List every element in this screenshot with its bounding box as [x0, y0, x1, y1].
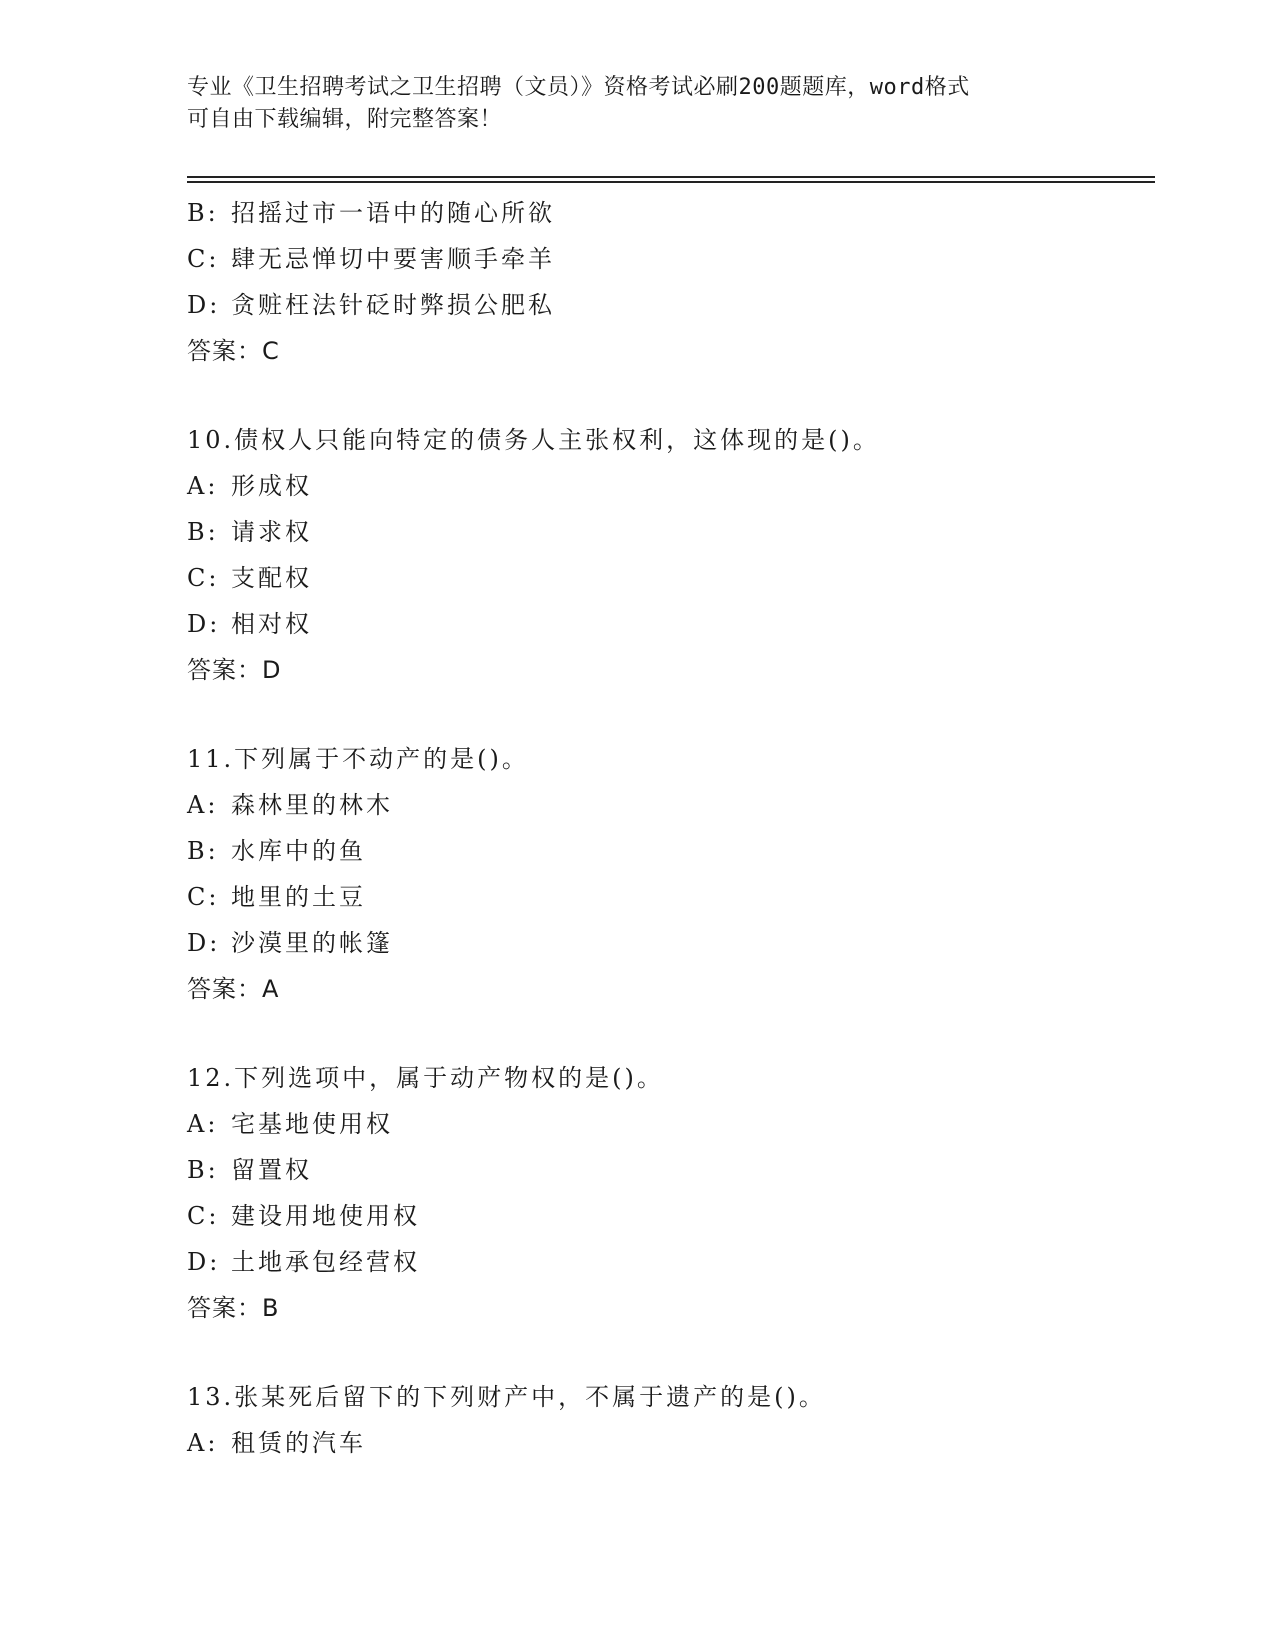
question-list	[187, 190, 1155, 1466]
answer-text: 答案：B	[187, 1294, 280, 1322]
question-block	[187, 190, 1155, 374]
option-label: C:	[187, 1202, 220, 1230]
option-text: 建设用地使用权	[231, 1202, 420, 1230]
option-item	[187, 555, 1155, 601]
option-text: 土地承包经营权	[231, 1248, 420, 1276]
option-item	[187, 282, 1155, 328]
option-label: A:	[187, 791, 219, 819]
option-label: A:	[187, 1110, 219, 1138]
option-text: 贪赃枉法针砭时弊损公肥私	[231, 291, 555, 319]
option-label: C:	[187, 245, 220, 273]
option-label: D:	[187, 610, 221, 638]
question-spacer	[187, 1331, 1155, 1374]
question-block	[187, 736, 1155, 1012]
option-text: 地里的土豆	[231, 883, 366, 911]
option-item	[187, 190, 1155, 236]
option-item	[187, 1420, 1155, 1466]
option-text: 租赁的汽车	[231, 1429, 366, 1457]
option-text: 支配权	[231, 564, 312, 592]
question-block	[187, 417, 1155, 693]
option-label: B:	[187, 1156, 219, 1184]
option-text: 宅基地使用权	[231, 1110, 393, 1138]
question-block	[187, 1374, 1155, 1466]
option-item	[187, 1239, 1155, 1285]
option-item	[187, 874, 1155, 920]
option-label: D:	[187, 929, 221, 957]
option-item	[187, 1101, 1155, 1147]
option-item	[187, 920, 1155, 966]
option-label: D:	[187, 1248, 221, 1276]
header-divider-bottom	[187, 181, 1155, 183]
option-item	[187, 1147, 1155, 1193]
option-item	[187, 236, 1155, 282]
question-block	[187, 1055, 1155, 1331]
header-title-line-1: 专业《卫生招聘考试之卫生招聘（文员）》资格考试必刷200题题库，word格式	[187, 75, 970, 100]
question-spacer	[187, 1012, 1155, 1055]
answer-text: 答案：C	[187, 337, 280, 365]
question-text: 12.下列选项中，属于动产物权的是()。	[187, 1064, 664, 1092]
option-text: 水库中的鱼	[231, 837, 366, 865]
option-text: 肆无忌惮切中要害顺手牵羊	[231, 245, 555, 273]
option-text: 招摇过市一语中的随心所欲	[231, 199, 555, 227]
header-divider-top	[187, 176, 1155, 178]
option-item	[187, 463, 1155, 509]
option-item	[187, 601, 1155, 647]
question-text: 11.下列属于不动产的是()。	[187, 745, 529, 773]
option-label: B:	[187, 837, 219, 865]
option-label: B:	[187, 518, 219, 546]
option-label: A:	[187, 1429, 219, 1457]
option-item	[187, 509, 1155, 555]
question-spacer	[187, 374, 1155, 417]
option-label: C:	[187, 564, 220, 592]
answer-text: 答案：D	[187, 656, 282, 684]
question-text: 13.张某死后留下的下列财产中，不属于遗产的是()。	[187, 1383, 826, 1411]
option-label: A:	[187, 472, 219, 500]
header-title-line-2: 可自由下载编辑，附完整答案！	[187, 107, 503, 132]
option-text: 请求权	[231, 518, 312, 546]
question-text: 10.债权人只能向特定的债务人主张权利，这体现的是()。	[187, 426, 880, 454]
option-text: 形成权	[231, 472, 312, 500]
answer-text: 答案：A	[187, 975, 280, 1003]
option-label: B:	[187, 199, 219, 227]
option-text: 相对权	[231, 610, 312, 638]
option-item	[187, 782, 1155, 828]
option-text: 沙漠里的帐篷	[231, 929, 393, 957]
option-label: D:	[187, 291, 221, 319]
option-label: C:	[187, 883, 220, 911]
option-item	[187, 1193, 1155, 1239]
document-header	[187, 72, 1087, 136]
option-text: 森林里的林木	[231, 791, 393, 819]
option-text: 留置权	[231, 1156, 312, 1184]
question-spacer	[187, 693, 1155, 736]
option-item	[187, 828, 1155, 874]
